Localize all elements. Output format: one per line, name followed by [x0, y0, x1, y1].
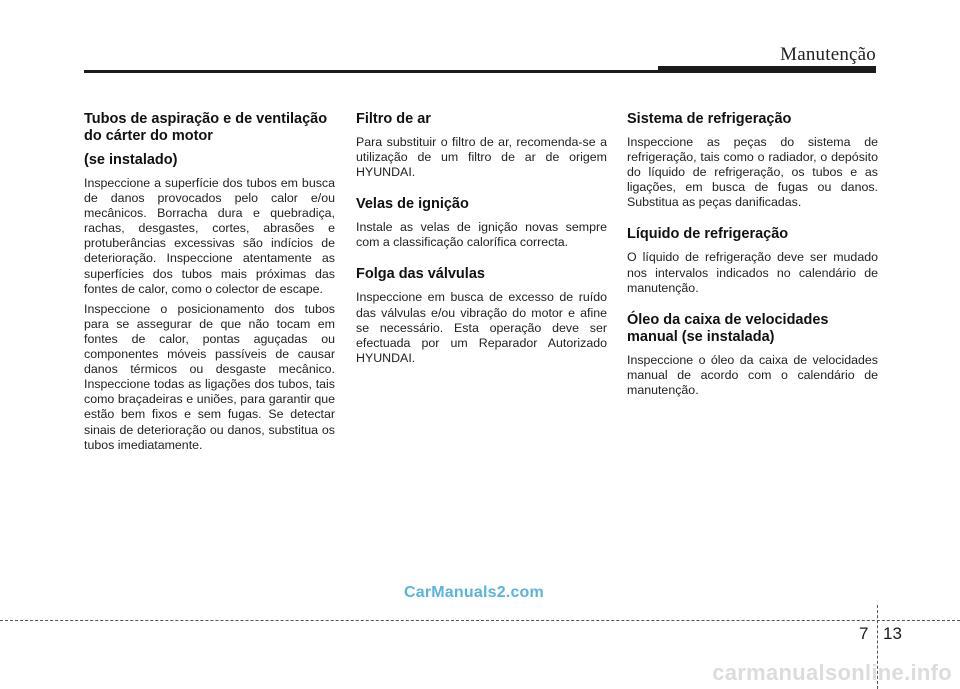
section-crankcase-ventilation: [84, 111, 335, 453]
watermark-carmanuals2[interactable]: CarManuals2.com: [404, 584, 544, 601]
section-paragraph: Inspeccione a superfície dos tubos em busca de danos provocados pelo calor e/ou mecânicos. Borracha dura e quebradiça, rachas, desgastes, cortes, abrasões e protuberâncias excessivas são indícios de deterioração. Inspeccione atentamente as superfícies dos tubos mais próximas das fontes de calor, como o colector de escape.: [84, 176, 335, 296]
section-title: Folga das válvulas: [356, 266, 485, 283]
header-title: Manutenção: [780, 44, 876, 65]
section-paragraph: Inspeccione as peças do sistema de refrigeração, tais como o radiador, o depósito do líquido de refrigeração, os tubos e as ligações, em busca de fugas ou danos. Substitua as peças danificadas.: [627, 135, 878, 210]
section-valve-clearance: [356, 266, 607, 365]
section-cooling-system: [627, 111, 878, 210]
section-paragraph: Inspeccione o posicionamento dos tubos para se assegurar de que não tocam em fontes de calor, pontas aguçadas ou componentes móveis passíveis de causar danos térmicos ou desgaste mecânico. Inspeccione todas as ligações dos tubos, tais como braçadeiras e uniões, para garantir que estão bem fixos e sem fugas. Se detectar sinais de deterioração ou danos, substitua os tubos imediatamente.: [84, 301, 335, 452]
page-chapter-number: 7: [859, 624, 869, 643]
section-paragraph: Instale as velas de ignição novas sempre com a classificação calorífica correcta.: [356, 220, 607, 250]
section-paragraph: Inspeccione em busca de excesso de ruído das válvulas e/ou vibração do motor e afine se necessário. Esta operação deve ser efectuada por um Reparador Autorizado HYUNDAI.: [356, 290, 607, 365]
column-1: [84, 111, 335, 453]
section-title: Óleo da caixa de velocidades manual (se instalada): [627, 311, 829, 345]
section-title: Filtro de ar: [356, 111, 431, 127]
watermark-carmanualsonline: carmanualsonline.info: [712, 660, 952, 685]
section-paragraph: Inspeccione o óleo da caixa de velocidades manual de acordo com o calendário de manutenção.: [627, 352, 878, 397]
section-title: Velas de ignição: [356, 196, 469, 213]
section-paragraph: O líquido de refrigeração deve ser mudado nos intervalos indicados no calendário de manutenção.: [627, 250, 878, 295]
section-coolant: [627, 226, 878, 295]
section-subtitle: (se instalado): [84, 152, 178, 168]
section-air-filter: [356, 111, 607, 180]
page-number: 13: [883, 624, 902, 643]
column-2: [356, 111, 607, 366]
header-rule: [84, 70, 658, 73]
section-title: Líquido de refrigeração: [627, 226, 789, 243]
column-3: [627, 111, 878, 398]
section-manual-transmission-oil: [627, 312, 878, 398]
header-bar: [658, 66, 876, 73]
section-title: Sistema de refrigeração: [627, 111, 792, 127]
section-spark-plugs: [356, 196, 607, 250]
section-paragraph: Para substituir o filtro de ar, recomenda-se a utilização de um filtro de ar de origem HYUNDAI.: [356, 135, 607, 180]
section-title: Tubos de aspiração e de ventilação do cárter do motor: [84, 111, 328, 144]
footer-rule: [0, 620, 960, 621]
